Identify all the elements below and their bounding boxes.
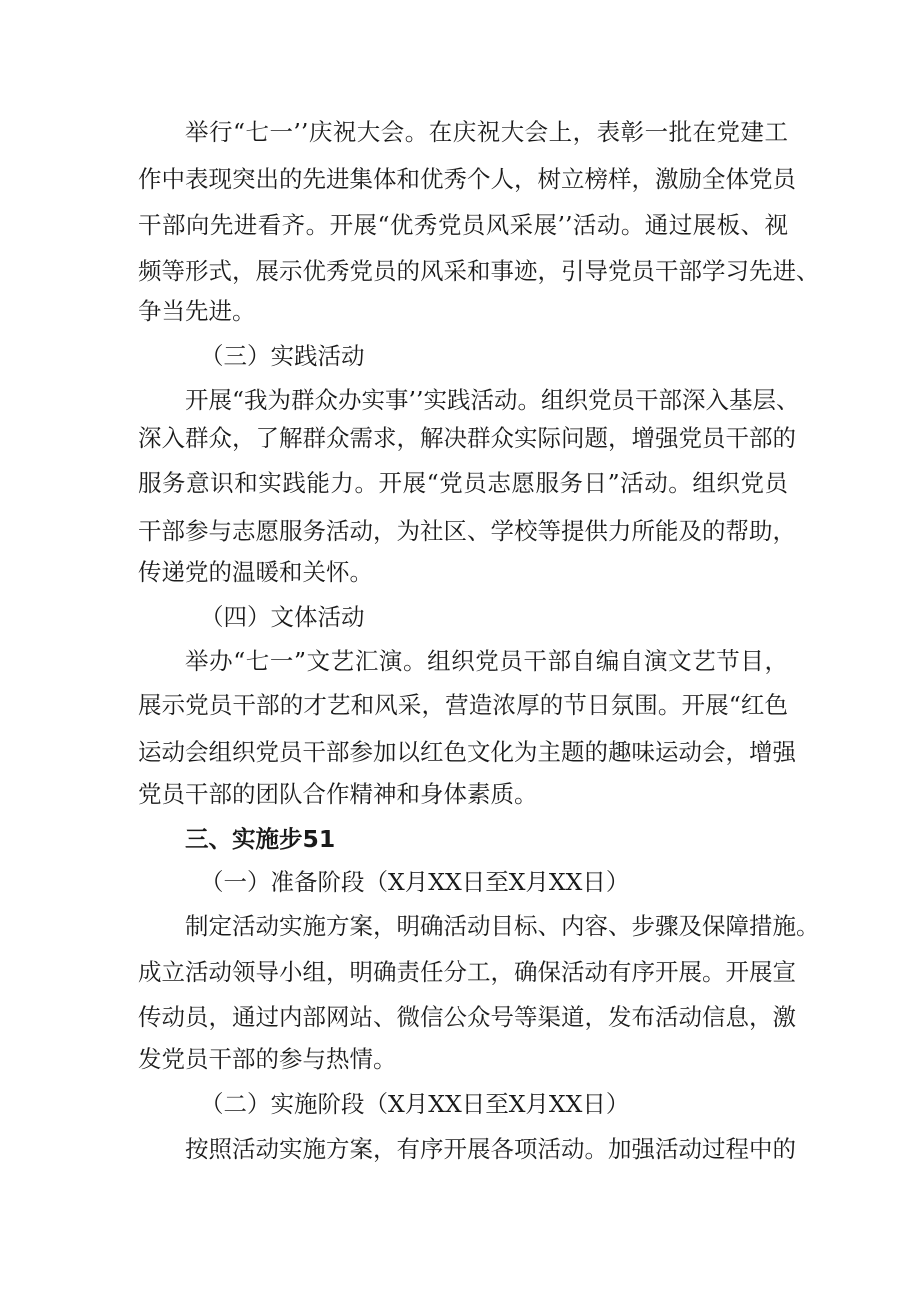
paragraph-line: 频等形式，展示优秀党员的风采和事迹，引导党员干部学习先进、 xyxy=(138,257,820,285)
paragraph-line: 传动员，通过内部网站、微信公众号等渠道，发布活动信息，激 xyxy=(138,1003,796,1031)
section-subheading: （二）实施阶段（X月XX日至X月XX日） xyxy=(200,1090,630,1118)
paragraph-line: 按照活动实施方案，有序开展各项活动。加强活动过程中的 xyxy=(185,1135,796,1163)
paragraph-line: 制定活动实施方案，明确活动目标、内容、步骤及保障措施。 xyxy=(185,912,820,940)
paragraph-line: 干部参与志愿服务活动，为社区、学校等提供力所能及的帮助， xyxy=(138,517,796,545)
section-subheading: （三）实践活动 xyxy=(200,342,365,370)
paragraph-line: 举办“七一”文艺汇演。组织党员干部自编自演文艺节目， xyxy=(185,647,788,675)
section-subheading: （一）准备阶段（X月XX日至X月XX日） xyxy=(200,868,630,896)
paragraph-line: 开展“我为群众办实事’’实践活动。组织党员干部深入基层、 xyxy=(185,386,800,414)
paragraph-line: 党员干部的团队合作精神和身体素质。 xyxy=(138,780,538,808)
paragraph-line: 作中表现突出的先进集体和优秀个人，树立榜样，激励全体党员 xyxy=(138,165,796,193)
paragraph-line: 争当先进。 xyxy=(138,297,256,325)
paragraph-line: 传递党的温暖和关怀。 xyxy=(138,558,373,586)
paragraph-line: 发党员干部的参与热情。 xyxy=(138,1045,397,1073)
paragraph-line: 成立活动领导小组，明确责任分工，确保活动有序开展。开展宣 xyxy=(138,958,796,986)
paragraph-line: 服务意识和实践能力。开展“党员志愿服务日”活动。组织党员 xyxy=(138,469,788,497)
paragraph-line: 举行“七一’’庆祝大会。在庆祝大会上，表彰一批在党建工 xyxy=(185,118,788,146)
section-heading: 三、实施步51 xyxy=(185,825,336,853)
paragraph-line: 展示党员干部的才艺和风采，营造浓厚的节日氛围。开展“红色 xyxy=(138,691,788,719)
section-subheading: （四）文体活动 xyxy=(200,603,365,631)
paragraph-line: 深入群众，了解群众需求，解决群众实际问题，增强党员干部的 xyxy=(138,424,796,452)
paragraph-line: 干部向先进看齐。开展“优秀党员风采展’’活动。通过展板、视 xyxy=(138,211,788,239)
paragraph-line: 运动会组织党员干部参加以红色文化为主题的趣味运动会，增强 xyxy=(138,738,796,766)
